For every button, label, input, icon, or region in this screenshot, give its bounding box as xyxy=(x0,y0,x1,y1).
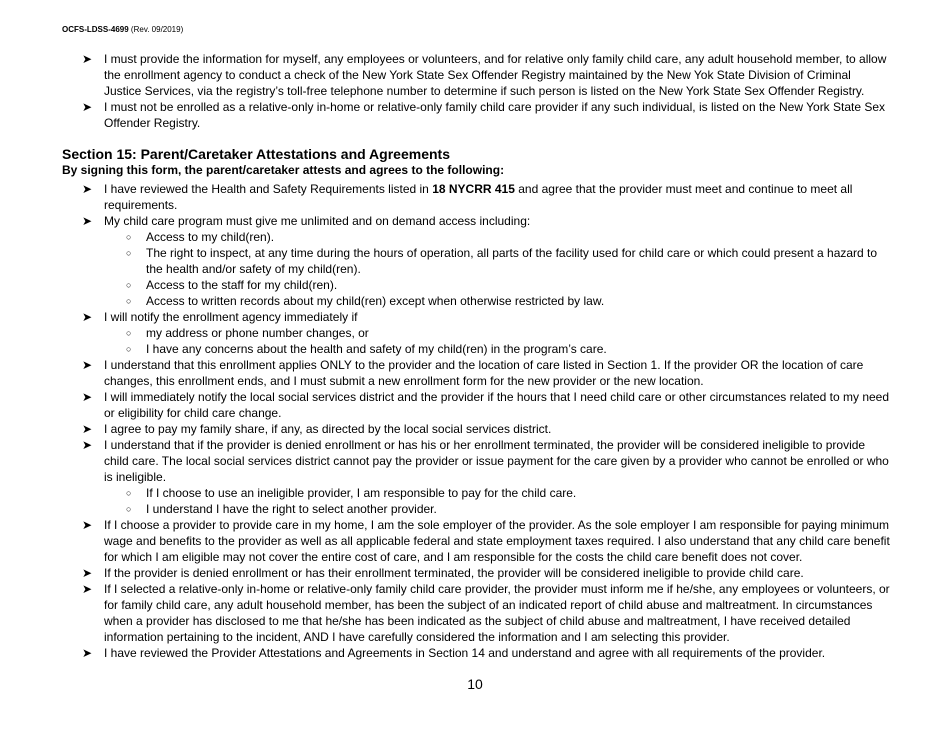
sub-list-item xyxy=(62,485,890,501)
list-item xyxy=(62,213,890,229)
sub-list-item-text: The right to inspect, at any time during the hours of operation, all parts of the facility used for child care or which could present a hazard to the health and/or safety of my child(ren). xyxy=(146,246,878,276)
sub-list-item-text: If I choose to use an ineligible provider, I am responsible to pay for the child care. xyxy=(146,486,577,500)
list-item-text: If I selected a relative-only in-home or relative-only family child care provider, the provider must inform me if he/she, any employees or volunteers, or for family child care, any adult household member, has been the subject of an indicated report of child abuse and maltreatment. In circumstances when a provider has disclosed to me that he/she has been indicated as the subject of child abuse and maltreatment, I have received detailed information pertaining to the incident, AND I have carefully considered the information and I am selecting this provider. xyxy=(104,582,890,644)
list-item-text: I agree to pay my family share, if any, as directed by the local social services district. xyxy=(104,422,552,436)
arrow-bullet-icon: ➤ xyxy=(82,182,93,196)
sub-list-item xyxy=(62,293,890,309)
sub-list-item xyxy=(62,229,890,245)
arrow-bullet-icon: ➤ xyxy=(82,100,93,114)
list-item-text: I have reviewed the Health and Safety Requirements listed in xyxy=(104,182,433,196)
sub-list-item-text: Access to written records about my child(ren) except when otherwise restricted by law. xyxy=(146,294,605,308)
arrow-bullet-icon: ➤ xyxy=(82,422,93,436)
list-item xyxy=(62,645,890,661)
document-body xyxy=(62,51,890,661)
sub-list-item-text: I have any concerns about the health and safety of my child(ren) in the program’s care. xyxy=(146,342,607,356)
arrow-bullet-icon: ➤ xyxy=(82,52,93,66)
list-item xyxy=(62,421,890,437)
circle-bullet-icon: ○ xyxy=(126,280,132,290)
circle-bullet-icon: ○ xyxy=(126,488,132,498)
arrow-bullet-icon: ➤ xyxy=(82,582,93,596)
arrow-bullet-icon: ➤ xyxy=(82,566,93,580)
arrow-bullet-icon: ➤ xyxy=(82,390,93,404)
list-item-text: I understand that this enrollment applies ONLY to the provider and the location of care listed in Section 1. If the provider OR the location of care changes, this enrollment ends, and I must submit a new enrollment form for the new provider or the new location. xyxy=(104,358,864,388)
list-item-text: and agree that the provider must meet and continue to meet all requirements. xyxy=(104,182,853,212)
sub-list-item xyxy=(62,325,890,341)
arrow-bullet-icon: ➤ xyxy=(82,646,93,660)
arrow-bullet-icon: ➤ xyxy=(82,214,93,228)
list-item-text: If the provider is denied enrollment or has their enrollment terminated, the provider will be considered ineligible to provide child care. xyxy=(104,566,804,580)
list-item xyxy=(62,565,890,581)
list-item-text: If I choose a provider to provide care in my home, I am the sole employer of the provider. As the sole employer I am responsible for paying minimum wage and benefits to the provider as well as all applicable federal and state employment taxes required. I also understand that any child care benefit for which I am eligible may not cover the entire cost of care, and I am responsible for the costs the child care benefit does not cover. xyxy=(104,518,890,564)
arrow-bullet-icon: ➤ xyxy=(82,310,93,324)
list-item xyxy=(62,51,890,99)
sub-list-item-text: Access to the staff for my child(ren). xyxy=(146,278,338,292)
list-item-text: My child care program must give me unlimited and on demand access including: xyxy=(104,214,531,228)
regulation-reference: 18 NYCRR 415 xyxy=(432,182,515,196)
list-item xyxy=(62,181,890,213)
sub-list-item-text: my address or phone number changes, or xyxy=(146,326,369,340)
circle-bullet-icon: ○ xyxy=(126,296,132,306)
sub-list-item xyxy=(62,341,890,357)
arrow-bullet-icon: ➤ xyxy=(82,518,93,532)
circle-bullet-icon: ○ xyxy=(126,232,132,242)
circle-bullet-icon: ○ xyxy=(126,328,132,338)
circle-bullet-icon: ○ xyxy=(126,344,132,354)
list-item-text: I will notify the enrollment agency immediately if xyxy=(104,310,358,324)
sub-list-item-text: I understand I have the right to select another provider. xyxy=(146,502,437,516)
list-item xyxy=(62,437,890,485)
sub-list-item xyxy=(62,245,890,277)
list-item-text: I will immediately notify the local social services district and the provider if the hours that I need child care or other circumstances related to my need or eligibility for child care change. xyxy=(104,390,890,420)
list-item xyxy=(62,357,890,389)
circle-bullet-icon: ○ xyxy=(126,248,132,258)
circle-bullet-icon: ○ xyxy=(126,504,132,514)
form-identifier xyxy=(62,25,183,35)
list-item xyxy=(62,99,890,131)
form-code: OCFS-LDSS-4699 xyxy=(62,25,129,34)
sub-list-item xyxy=(62,501,890,517)
list-item xyxy=(62,309,890,325)
page-number: 10 xyxy=(467,676,483,692)
list-item xyxy=(62,389,890,421)
arrow-bullet-icon: ➤ xyxy=(82,438,93,452)
arrow-bullet-icon: ➤ xyxy=(82,358,93,372)
list-item xyxy=(62,581,890,645)
form-revision: (Rev. 09/2019) xyxy=(130,25,184,34)
list-item-text: I must not be enrolled as a relative-only in-home or relative-only family child care provider if any such individual, is listed on the New York State Sex Offender Registry. xyxy=(104,100,886,130)
list-item-text: I have reviewed the Provider Attestations and Agreements in Section 14 and understand and agree with all requirements of the provider. xyxy=(104,646,826,660)
list-item-text: I must provide the information for myself, any employees or volunteers, and for relative only family child care, any adult household member, to allow the enrollment agency to conduct a check of the New York State Sex Offender Registry maintained by the New Yok State Division of Criminal Justice Services, via the registry’s toll-free telephone number to determine if such person is listed on the New York State Sex Offender Registry. xyxy=(104,52,887,98)
section-subtitle: By signing this form, the parent/caretaker attests and agrees to the following: xyxy=(62,163,505,177)
sub-list-item xyxy=(62,277,890,293)
list-item-text: I understand that if the provider is denied enrollment or has his or her enrollment terminated, the provider will be considered ineligible to provide child care. The local social services district cannot pay the provider or issue payment for the care given by a provider who cannot be enrolled or who is ineligible. xyxy=(104,438,889,484)
sub-list-item-text: Access to my child(ren). xyxy=(146,230,275,244)
list-item xyxy=(62,517,890,565)
section-title: Section 15: Parent/Caretaker Attestations and Agreements xyxy=(62,146,450,162)
